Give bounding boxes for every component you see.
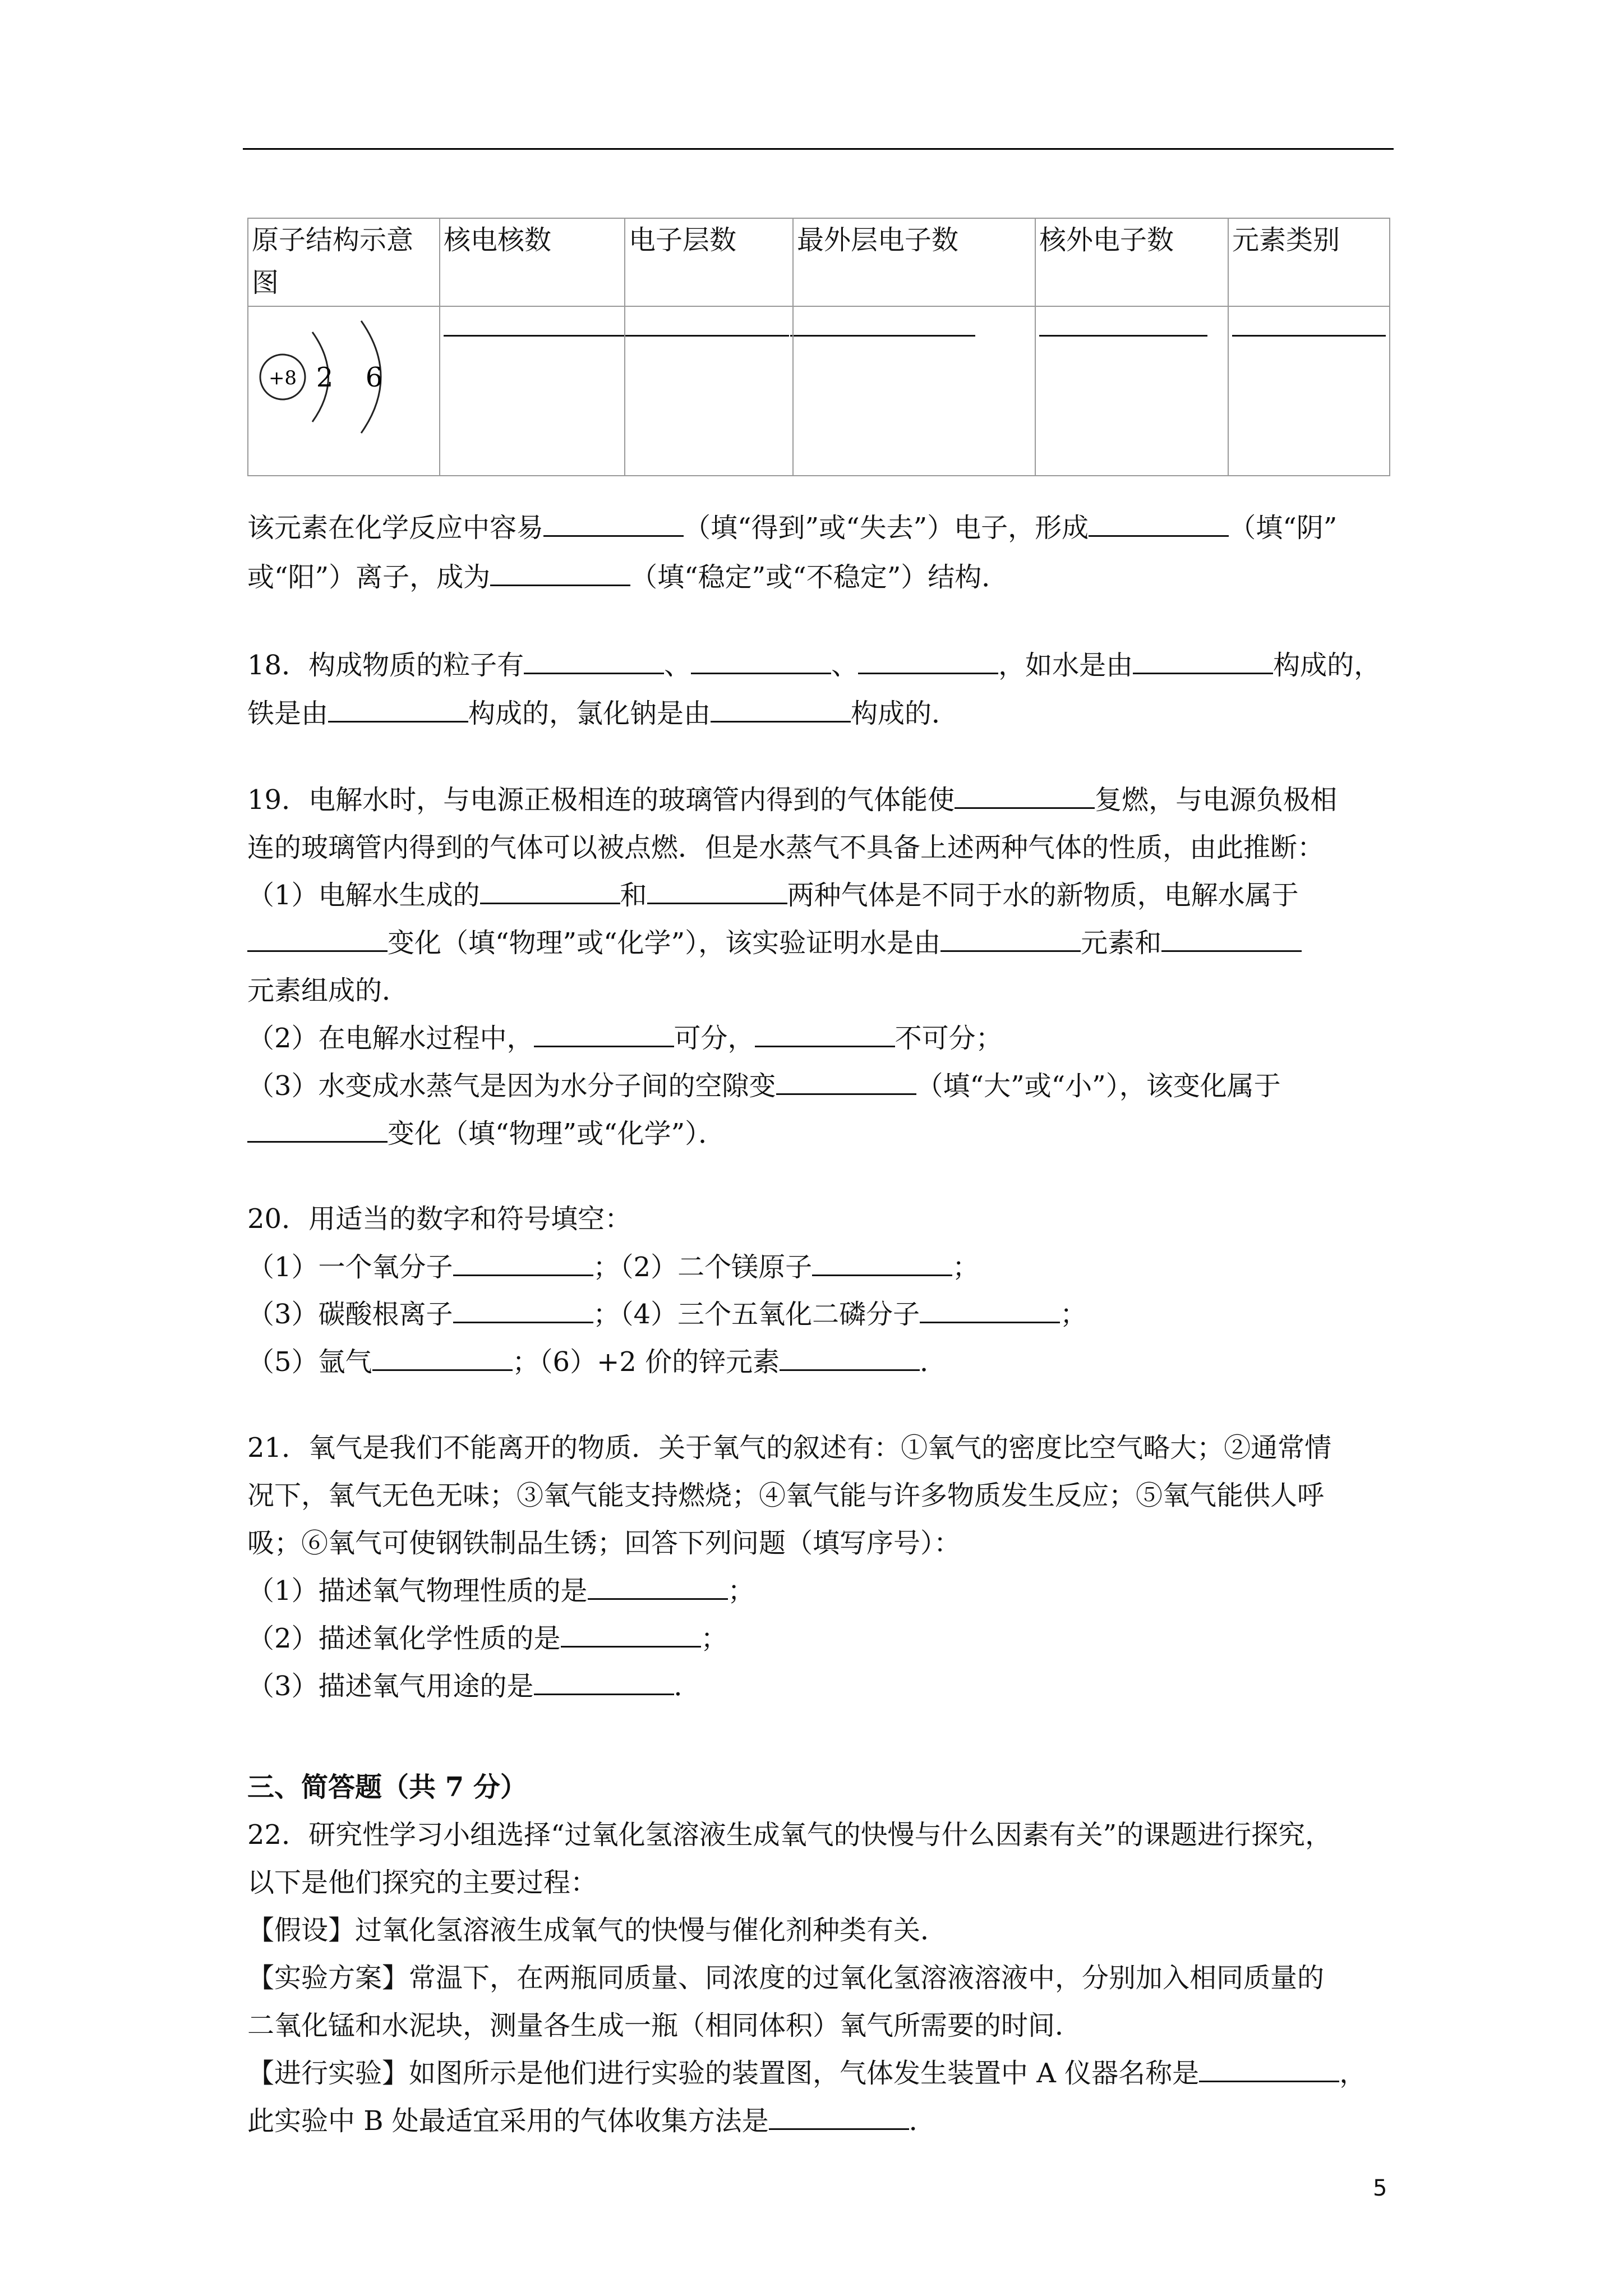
text-line: 【进行实验】如图所示是他们进行实验的装置图，气体发生装置中 A 仪器名称是 ，: [247, 2051, 1366, 2095]
text-line: 吸；⑥氧气可使钢铁制品生锈；回答下列问题（填写序号）：: [247, 1527, 961, 1559]
text-line: 元素组成的．: [247, 975, 409, 1006]
oxygen-atom-diagram: [252, 307, 420, 453]
shell-1-electrons: 2: [316, 362, 334, 393]
answer-blank[interactable]: [534, 1019, 674, 1047]
answer-blank[interactable]: [769, 2101, 909, 2130]
text-line: 以下是他们探究的主要过程：: [247, 1867, 598, 1898]
answer-blank[interactable]: [955, 780, 1095, 809]
answer-blank[interactable]: [534, 1667, 674, 1695]
answer-blank[interactable]: [1199, 2054, 1339, 2082]
answer-cell-total-electrons[interactable]: [1035, 306, 1228, 476]
text-line: 变化（填“物理”或“化学”）．: [247, 1112, 725, 1156]
text-line: （5）氩气 ；（6）+2 价的锌元素 ．: [247, 1340, 947, 1384]
text-line: （2）在电解水过程中， 可分， 不可分；: [247, 1016, 1003, 1060]
header-cell-5: 元素类别: [1228, 218, 1390, 306]
shell-2-electrons: 6: [365, 362, 383, 393]
answer-blank[interactable]: [691, 646, 831, 674]
answer-blank[interactable]: [940, 923, 1081, 952]
answer-blank[interactable]: [755, 1019, 895, 1047]
text-line: 【实验方案】常温下，在两瓶同质量、同浓度的过氧化氢溶液溶液中，分别加入相同质量的: [247, 1962, 1325, 1994]
answer-blank[interactable]: [1161, 923, 1302, 952]
header-cell-1: 核电核数: [440, 218, 625, 306]
answer-blank[interactable]: [561, 1619, 701, 1648]
atom-diagram-cell: [248, 306, 440, 476]
answer-cell-nuclear-charge[interactable]: [440, 306, 625, 476]
text-line: 此实验中 B 处最适宜采用的气体收集方法是 ．: [247, 2099, 936, 2143]
text-line: 【假设】过氧化氢溶液生成氧气的快慢与催化剂种类有关．: [247, 1915, 948, 1946]
answer-cell-element-type[interactable]: [1228, 306, 1390, 476]
text-line: （3）描述氧气用途的是 ．: [247, 1664, 701, 1708]
text-line: 铁是由 构成的，氯化钠是由 构成的．: [247, 692, 958, 735]
text-line: 况下，氧气无色无味；③氧气能支持燃烧；④氧气能与许多物质发生反应；⑤氧气能供人呼: [247, 1480, 1325, 1511]
text-line: （1）电解水生成的 和 两种气体是不同于水的新物质，电解水属于: [247, 873, 1299, 917]
answer-blank[interactable]: [480, 876, 620, 904]
answer-blank[interactable]: [1133, 646, 1273, 674]
answer-blank[interactable]: [1089, 508, 1229, 537]
text-line: 20．用适当的数字和符号填空：: [247, 1203, 632, 1235]
answer-blank[interactable]: [247, 923, 388, 952]
text-line: 三、简答题（共 7 分）: [247, 1772, 527, 1803]
atom-structure-table: [247, 218, 1390, 476]
answer-blank[interactable]: [920, 1295, 1060, 1323]
answer-blank[interactable]: [453, 1248, 593, 1276]
header-cell-2: 电子层数: [625, 218, 793, 306]
answer-cell-shell-count[interactable]: [625, 306, 793, 476]
text-line: 21．氧气是我们不能离开的物质．关于氧气的叙述有：①氧气的密度比空气略大；②通常情: [247, 1432, 1332, 1464]
text-line: 该元素在化学反应中容易 （填“得到”或“失去”）电子，形成 （填“阴”: [247, 506, 1337, 550]
text-line: 变化（填“物理”或“化学”），该实验证明水是由 元素和: [247, 921, 1302, 965]
text-line: 19．电解水时，与电源正极相连的玻璃管内得到的气体能使 复燃，与电源负极相: [247, 778, 1337, 822]
answer-blank[interactable]: [588, 1571, 728, 1600]
header-rule: [243, 148, 1394, 150]
text-line: （1）一个氧分子 ；（2）二个镁原子 ；: [247, 1245, 979, 1289]
text-line: （1）描述氧气物理性质的是 ；: [247, 1569, 755, 1613]
answer-cell-outer-electrons[interactable]: [793, 306, 1035, 476]
text-line: 22．研究性学习小组选择“过氧化氢溶液生成氧气的快慢与什么因素有关”的课题进行探究，: [247, 1819, 1332, 1851]
answer-blank[interactable]: [858, 646, 998, 674]
text-line: 或“阳”）离子，成为 （填“稳定”或“不稳定”）结构．: [247, 555, 1008, 599]
page-number: 5: [1373, 2175, 1387, 2201]
header-cell-0: 原子结构示意图: [248, 218, 440, 306]
answer-blank[interactable]: [247, 1114, 388, 1143]
answer-blank[interactable]: [490, 558, 630, 586]
text-line: 18．构成物质的粒子有 、 、 ，如水是由 构成的，: [247, 643, 1381, 687]
text-line: 连的玻璃管内得到的气体可以被点燃．但是水蒸气不具备上述两种气体的性质，由此推断：: [247, 832, 1325, 863]
answer-blank[interactable]: [543, 508, 684, 537]
answer-blank[interactable]: [524, 646, 664, 674]
text-line: （3）碳酸根离子 ；（4）三个五氧化二磷分子 ；: [247, 1292, 1087, 1336]
text-line: 二氧化锰和水泥块，测量各生成一瓶（相同体积）氧气所需要的时间．: [247, 2010, 1082, 2041]
nucleus-charge: +8: [268, 367, 297, 389]
answer-blank[interactable]: [711, 694, 851, 723]
answer-blank[interactable]: [647, 876, 787, 904]
answer-blank[interactable]: [780, 1342, 920, 1371]
answer-blank[interactable]: [453, 1295, 593, 1323]
answer-blank[interactable]: [812, 1248, 952, 1276]
header-cell-4: 核外电子数: [1035, 218, 1228, 306]
text-line: （2）描述氧化学性质的是 ；: [247, 1617, 728, 1660]
header-cell-3: 最外层电子数: [793, 218, 1035, 306]
answer-blank[interactable]: [328, 694, 468, 723]
answer-blank[interactable]: [776, 1066, 916, 1095]
text-line: （3）水变成水蒸气是因为水分子间的空隙变 （填“大”或“小”），该变化属于: [247, 1064, 1281, 1108]
answer-blank[interactable]: [372, 1342, 513, 1371]
